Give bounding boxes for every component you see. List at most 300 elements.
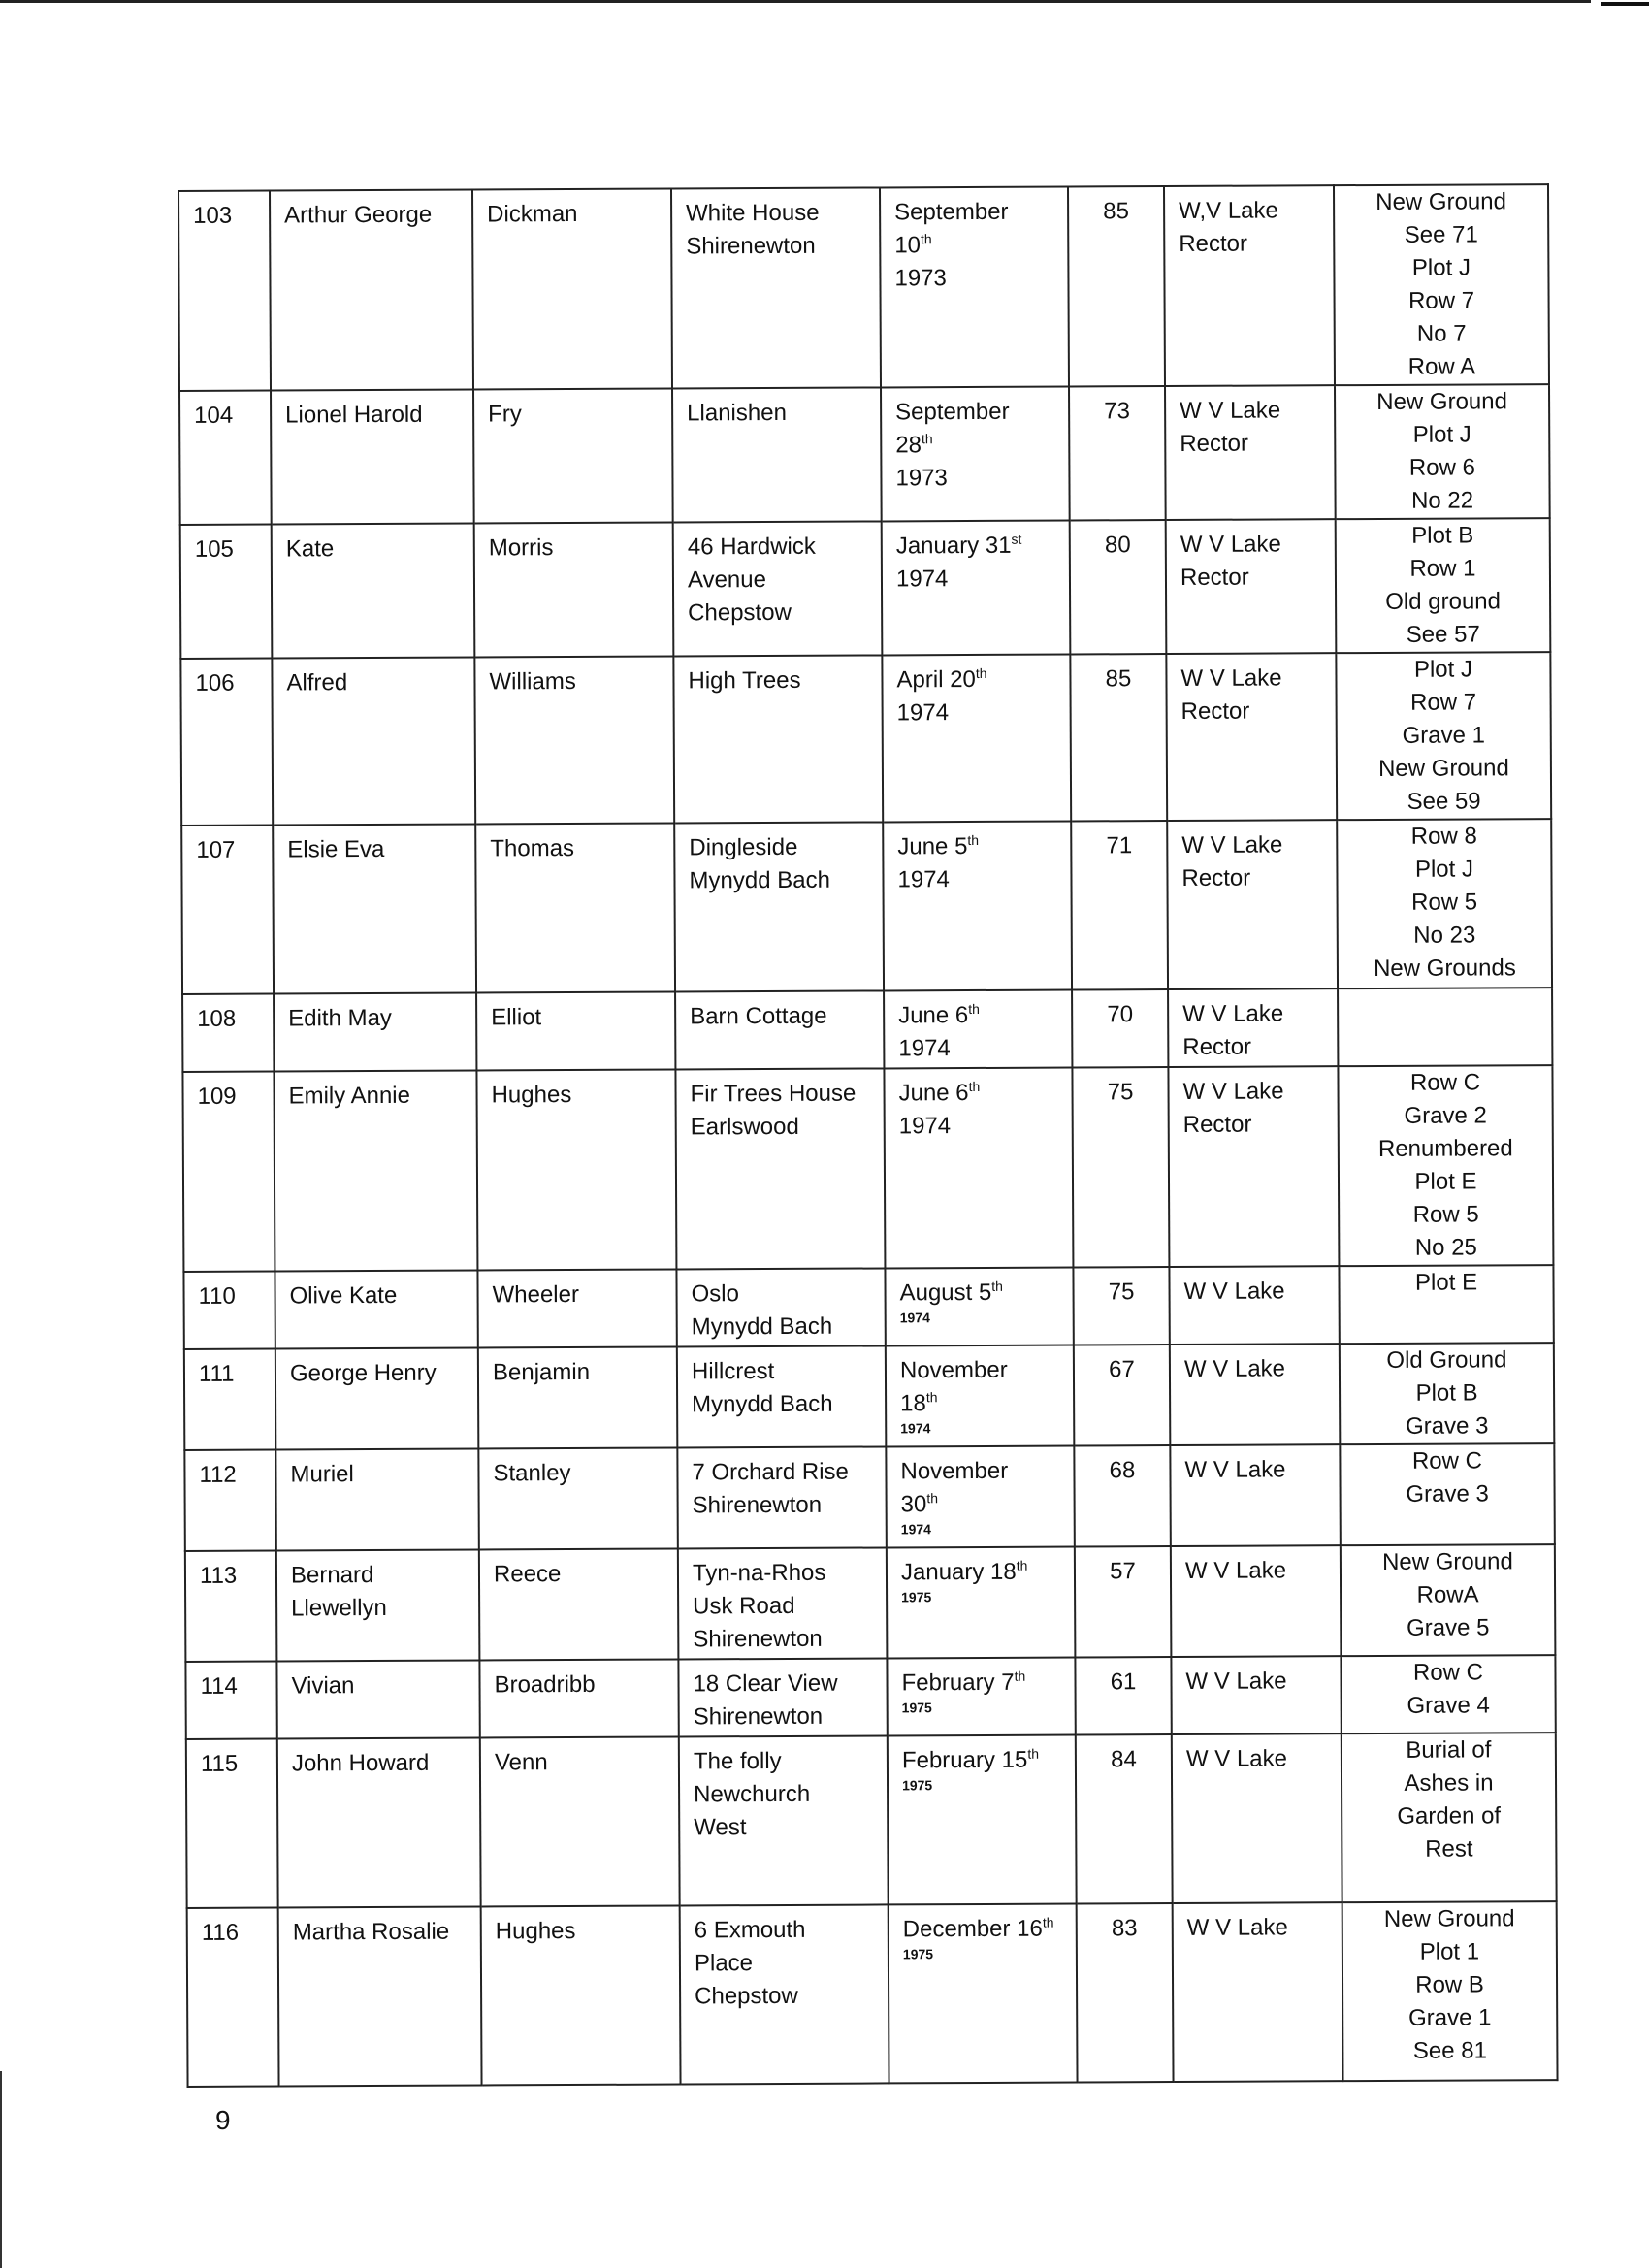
officiant-line: Rector (1181, 864, 1251, 891)
officiant-line: W V Lake (1183, 1278, 1285, 1305)
surname-cell: Thomas (475, 824, 675, 993)
date-ordinal: st (1011, 531, 1022, 547)
burial-date-cell (889, 1903, 1078, 2083)
grave-note-line: No 22 (1410, 487, 1474, 514)
grave-note-line: Grave 5 (1406, 1614, 1490, 1641)
date-year: 1974 (899, 1310, 930, 1326)
age-cell: 83 (1077, 1903, 1174, 2082)
forename: Bernard (290, 1562, 374, 1589)
date-text: June 5 (897, 833, 968, 860)
officiant-cell (1168, 1066, 1339, 1267)
grave-note-line: Row 5 (1411, 889, 1478, 916)
grave-note-line: Ashes in (1404, 1769, 1494, 1797)
forename-cell (271, 390, 474, 525)
age-cell: 85 (1070, 654, 1167, 821)
date-line (896, 664, 1055, 697)
date-line (901, 1488, 1060, 1522)
forename-cell (274, 993, 476, 1072)
surname-cell: Elliot (476, 992, 675, 1071)
grave-note-line: Row 6 (1408, 454, 1475, 481)
officiant-cell (1167, 820, 1338, 989)
date-text: 10 (894, 232, 922, 259)
grave-notes-cell (1340, 1443, 1555, 1545)
table-row (186, 1733, 1557, 1908)
grave-note-line: Plot E (1414, 1269, 1478, 1296)
officiant-line: W V Lake (1184, 1456, 1286, 1483)
date-ordinal: th (1042, 1914, 1054, 1930)
forename: Vivian (291, 1672, 355, 1700)
date-text: November (900, 1457, 1009, 1485)
burial-date-cell (884, 1068, 1073, 1269)
table-row (183, 1265, 1553, 1349)
surname-cell: Morris (474, 523, 674, 658)
officiant-line: W V Lake (1181, 831, 1283, 859)
entry-number-cell: 108 (182, 994, 274, 1072)
date-year: 1974 (900, 1420, 931, 1437)
age-cell: 57 (1075, 1546, 1172, 1657)
address-line: Dingleside (689, 833, 798, 861)
officiant-line: W V Lake (1180, 397, 1281, 424)
grave-note-line: New Ground (1375, 188, 1506, 215)
forename-cell (276, 1549, 480, 1661)
grave-note-line: New Grounds (1373, 955, 1516, 982)
grave-note-line: New Ground (1383, 1905, 1515, 1932)
grave-note-line: Plot J (1412, 421, 1471, 448)
age-cell: 68 (1074, 1445, 1171, 1546)
address-cell (675, 990, 884, 1069)
address-cell (678, 1658, 887, 1736)
address-line: Hillcrest (691, 1358, 775, 1385)
date-ordinal: th (991, 1278, 1003, 1294)
age-cell: 80 (1070, 520, 1167, 654)
age-cell: 61 (1075, 1657, 1171, 1734)
forename: Arthur George (284, 201, 433, 229)
grave-note-line: See 71 (1404, 221, 1478, 248)
officiant-cell (1170, 1444, 1341, 1546)
grave-note-line: Plot E (1414, 1168, 1477, 1195)
officiant-line: Rector (1180, 430, 1249, 457)
grave-note-line: Plot B (1411, 522, 1474, 549)
burial-date-cell (887, 1657, 1075, 1735)
grave-note-line: RowA (1416, 1581, 1479, 1608)
grave-note-line: Plot J (1411, 254, 1471, 281)
officiant-line: Rector (1180, 697, 1250, 725)
age-cell: 84 (1076, 1734, 1173, 1903)
entry-number-cell: 115 (186, 1739, 278, 1908)
officiant-line: W,V Lake (1179, 197, 1278, 224)
entry-number-cell: 114 (185, 1662, 276, 1739)
age-cell: 70 (1072, 989, 1168, 1067)
address-line: Tyn-na-Rhos (692, 1559, 826, 1587)
address-cell (674, 822, 884, 991)
register-body (178, 184, 1558, 2087)
date-line (902, 1744, 1061, 1778)
address-cell (676, 1268, 885, 1346)
grave-note-line: Grave 2 (1404, 1102, 1487, 1129)
page-edge-line (0, 2071, 2, 2268)
age-cell: 67 (1074, 1345, 1171, 1445)
grave-notes-cell (1340, 1343, 1555, 1444)
burial-date-cell (882, 521, 1071, 656)
officiant-cell (1166, 653, 1337, 821)
date-text: December 16 (902, 1915, 1043, 1943)
date-line (894, 196, 1053, 230)
entry-number-cell: 105 (180, 525, 273, 659)
grave-note-line: Old Ground (1386, 1346, 1507, 1374)
surname-cell: Venn (480, 1736, 680, 1906)
address-line: Shirenewton (693, 1702, 824, 1731)
forename: George Henry (289, 1359, 436, 1387)
age-cell: 75 (1073, 1267, 1169, 1345)
date-text: 1974 (896, 699, 950, 727)
date-line (896, 563, 1055, 597)
date-line (900, 1387, 1059, 1421)
date-text: November (899, 1356, 1008, 1384)
officiant-line: W V Lake (1180, 664, 1282, 692)
officiant-cell (1166, 519, 1337, 654)
age-cell: 73 (1069, 386, 1166, 520)
date-line (898, 1077, 1057, 1111)
date-year: 1974 (900, 1521, 931, 1538)
burial-date-cell (883, 822, 1072, 991)
address-cell (673, 521, 883, 656)
date-text: August 5 (899, 1279, 992, 1307)
address-line: Newchurch (694, 1780, 811, 1808)
officiant-cell (1165, 385, 1336, 520)
table-row (178, 184, 1549, 391)
surname-cell: Fry (473, 389, 673, 524)
grave-notes-cell (1335, 384, 1550, 519)
date-line (899, 1277, 1058, 1311)
address-cell (672, 387, 882, 522)
address-line: White House (686, 199, 820, 227)
table-row (180, 652, 1551, 826)
date-line (894, 229, 1053, 263)
date-text: 1974 (898, 1035, 951, 1062)
grave-note-line: Garden of (1397, 1802, 1502, 1830)
grave-note-line: New Ground (1381, 1548, 1513, 1575)
date-year: 1975 (902, 1777, 933, 1794)
grave-notes-cell (1341, 1544, 1556, 1656)
entry-number-cell: 113 (185, 1551, 277, 1662)
grave-notes-cell (1336, 652, 1551, 820)
address-line: Shirenewton (686, 232, 816, 260)
date-text: 1974 (898, 1113, 952, 1140)
date-ordinal: th (968, 1000, 980, 1018)
burial-date-cell (886, 1345, 1075, 1446)
surname-cell: Reece (479, 1548, 679, 1660)
date-text: 1973 (895, 465, 948, 492)
officiant-line: W V Lake (1183, 1355, 1286, 1382)
burial-date-cell (885, 1268, 1073, 1346)
date-text: June 6 (898, 1002, 969, 1029)
address-line: 6 Exmouth (694, 1916, 806, 1944)
forename: Edith May (288, 1004, 392, 1032)
grave-note-line: Plot 1 (1419, 1938, 1480, 1965)
forename: Lionel Harold (285, 401, 423, 429)
surname-cell: Stanley (478, 1447, 678, 1549)
grave-note-line: Grave 3 (1405, 1412, 1489, 1440)
address-line: Llanishen (687, 399, 787, 427)
grave-note-line: No 7 (1416, 320, 1467, 347)
date-text: September (895, 398, 1010, 426)
entry-number-cell: 110 (183, 1272, 275, 1349)
grave-notes-cell (1339, 1265, 1553, 1344)
date-line (900, 1455, 1059, 1489)
date-year: 1975 (902, 1946, 934, 1962)
forename: Alfred (286, 669, 348, 697)
grave-note-line: Grave 1 (1407, 2004, 1492, 2031)
entry-number-cell: 106 (180, 659, 273, 826)
date-ordinal: th (1014, 1668, 1026, 1684)
address-cell (680, 1904, 889, 2084)
grave-note-line: Row B (1415, 1971, 1484, 1998)
grave-notes-cell (1336, 518, 1551, 653)
officiant-cell (1170, 1344, 1341, 1445)
date-ordinal: th (975, 664, 987, 681)
grave-note-line: Old ground (1385, 588, 1502, 615)
date-line (897, 830, 1056, 864)
date-text: February 15 (901, 1746, 1028, 1774)
date-year: 1975 (901, 1589, 932, 1605)
address-line: Avenue (687, 567, 767, 594)
address-line: The folly (693, 1747, 782, 1775)
date-line (899, 1110, 1058, 1144)
date-line (895, 429, 1054, 463)
grave-note-line: No 25 (1414, 1234, 1477, 1261)
officiant-line: Rector (1180, 564, 1249, 591)
grave-note-line: Plot J (1413, 656, 1473, 683)
grave-note-line: See 59 (1406, 788, 1481, 815)
officiant-cell (1172, 1733, 1342, 1903)
grave-notes-cell (1338, 988, 1552, 1066)
entry-number-cell: 116 (187, 1908, 279, 2087)
address-line: High Trees (688, 666, 801, 695)
grave-note-line: Rest (1425, 1835, 1473, 1863)
entry-number-cell: 107 (181, 826, 274, 994)
grave-notes-cell (1342, 1733, 1557, 1902)
address-line: Fir Trees House (690, 1080, 857, 1108)
forename-cell (270, 190, 473, 391)
grave-notes-cell (1337, 819, 1552, 988)
officiant-line: Rector (1179, 230, 1248, 257)
grave-notes-cell (1338, 1065, 1553, 1266)
entry-number-cell: 103 (178, 191, 271, 391)
date-line (897, 697, 1056, 730)
burial-date-cell (887, 1546, 1076, 1658)
officiant-line: W V Lake (1184, 1557, 1287, 1584)
grave-note-line: Row A (1407, 353, 1476, 380)
grave-note-line: Row 7 (1410, 689, 1477, 716)
date-line (895, 462, 1054, 496)
grave-note-line: See 81 (1412, 2037, 1487, 2064)
date-text: 18 (900, 1390, 926, 1417)
date-ordinal: th (921, 431, 933, 447)
table-row (184, 1343, 1554, 1450)
forename: Olive Kate (289, 1281, 398, 1310)
date-line (895, 396, 1054, 430)
grave-note-line: Row C (1412, 1659, 1484, 1686)
date-line (903, 1913, 1062, 1947)
date-ordinal: th (967, 831, 980, 849)
grave-note-line: Grave 4 (1406, 1692, 1490, 1719)
forename-cell (272, 658, 475, 826)
address-line: Barn Cottage (690, 1002, 827, 1030)
grave-note-line: Grave 1 (1402, 722, 1486, 749)
grave-note-line: New Ground (1377, 755, 1509, 782)
table-row (181, 819, 1552, 994)
grave-note-line: Row 1 (1409, 555, 1476, 582)
grave-notes-cell (1341, 1655, 1555, 1733)
grave-note-line: Row C (1409, 1069, 1481, 1096)
entry-number-cell: 112 (184, 1450, 276, 1551)
grave-note-line: See 57 (1406, 621, 1480, 648)
burial-date-cell (884, 990, 1072, 1069)
date-ordinal: th (925, 1389, 938, 1406)
forename: Kate (285, 535, 335, 563)
burial-date-cell (882, 655, 1071, 823)
surname-cell: Williams (474, 657, 674, 825)
forename-cell (275, 1448, 479, 1550)
date-ordinal: th (1027, 1745, 1040, 1762)
officiant-line: W V Lake (1186, 1914, 1288, 1941)
forename-cell (274, 1071, 477, 1272)
date-text: 1973 (894, 265, 947, 292)
page-number: 9 (215, 2105, 231, 2135)
address-cell (678, 1547, 888, 1659)
date-text: February 7 (901, 1669, 1015, 1697)
address-line: Place (694, 1950, 754, 1977)
officiant-line: Rector (1182, 1111, 1252, 1138)
grave-note-line: Burial of (1406, 1736, 1492, 1764)
officiant-line: W V Lake (1182, 1000, 1284, 1027)
address-line: Chepstow (688, 599, 792, 627)
grave-note-line: Plot J (1414, 856, 1474, 883)
date-ordinal: th (920, 231, 932, 247)
grave-note-line: Row 5 (1412, 1201, 1479, 1228)
date-line (896, 530, 1055, 564)
address-line: Mynydd Bach (692, 1390, 833, 1418)
forename: Muriel (290, 1461, 354, 1488)
officiant-cell (1171, 1656, 1341, 1734)
date-text: January 18 (900, 1558, 1017, 1586)
grave-note-line: New Ground (1376, 388, 1508, 415)
forename: Emily Annie (288, 1082, 411, 1110)
burial-register-table (178, 183, 1559, 2088)
grave-note-line: Plot B (1415, 1379, 1478, 1407)
date-text: 30 (900, 1491, 927, 1518)
table-row (185, 1544, 1556, 1662)
forename-cell (272, 524, 475, 659)
table-row (185, 1655, 1555, 1739)
officiant-cell (1164, 185, 1335, 386)
address-cell (673, 655, 883, 823)
forename-cell (275, 1348, 479, 1450)
date-text: 1974 (895, 566, 949, 593)
address-line: Shirenewton (692, 1491, 823, 1519)
date-line (901, 1667, 1060, 1701)
entry-number-cell: 111 (184, 1349, 276, 1450)
address-line: Earlswood (690, 1113, 799, 1141)
surname-cell: Broadribb (479, 1659, 678, 1737)
table-row (187, 1901, 1558, 2087)
address-cell (671, 187, 881, 388)
date-line (898, 1032, 1057, 1066)
forename-cell (277, 1737, 481, 1907)
date-text: April 20 (896, 665, 976, 694)
date-text: 1974 (897, 866, 950, 893)
burial-date-cell (886, 1445, 1075, 1547)
grave-note-line: Row 8 (1410, 823, 1477, 850)
officiant-line: W V Lake (1185, 1745, 1288, 1772)
age-cell: 75 (1072, 1067, 1169, 1267)
date-year: 1975 (901, 1700, 932, 1716)
surname-cell: Hughes (476, 1070, 676, 1271)
address-line: Oslo (691, 1280, 739, 1308)
officiant-line: W V Lake (1180, 531, 1281, 558)
grave-note-line: Row 7 (1407, 287, 1475, 314)
officiant-cell (1169, 1266, 1339, 1345)
officiant-cell (1168, 988, 1338, 1067)
burial-date-cell (881, 387, 1070, 522)
address-line: 46 Hardwick (687, 533, 816, 561)
forename-cell (273, 825, 476, 994)
forename: Elsie Eva (287, 835, 385, 863)
table-row (182, 1065, 1553, 1272)
grave-notes-cell (1334, 184, 1549, 385)
date-text: 28 (895, 432, 922, 459)
surname-cell: Wheeler (477, 1269, 676, 1347)
address-cell (677, 1446, 887, 1548)
address-cell (677, 1345, 887, 1447)
officiant-line: Rector (1182, 1033, 1252, 1060)
officiant-line: W V Lake (1185, 1668, 1287, 1695)
table-row (182, 988, 1552, 1072)
address-line: Mynydd Bach (691, 1312, 833, 1341)
grave-note-line: Renumbered (1377, 1135, 1513, 1162)
entry-number-cell: 109 (182, 1072, 275, 1272)
date-line (897, 863, 1056, 897)
burial-date-cell (880, 187, 1069, 388)
forename-cell (278, 1906, 482, 2086)
date-text: September (894, 198, 1009, 226)
officiant-line: W V Lake (1182, 1078, 1284, 1105)
date-line (901, 1556, 1060, 1590)
burial-date-cell (888, 1734, 1077, 1904)
table-row (184, 1443, 1554, 1551)
surname-cell: Dickman (472, 189, 672, 390)
address-line: Shirenewton (693, 1625, 823, 1653)
address-line: 7 Orchard Rise (692, 1458, 849, 1486)
forename-cell (275, 1271, 477, 1349)
date-line (894, 262, 1053, 296)
address-line: Chepstow (695, 1982, 798, 2010)
top-rule (0, 0, 1591, 3)
date-text: June 6 (898, 1080, 969, 1107)
date-line (900, 1354, 1059, 1388)
table-row (180, 518, 1551, 659)
date-ordinal: th (1016, 1557, 1028, 1573)
top-rule-mark (1600, 2, 1649, 6)
date-ordinal: th (926, 1490, 939, 1507)
table-row (179, 384, 1550, 525)
forename: Martha Rosalie (292, 1918, 450, 1946)
grave-note-line: Row C (1411, 1447, 1482, 1474)
address-line: 18 Clear View (693, 1669, 838, 1698)
forename: John Howard (291, 1749, 430, 1777)
address-cell (679, 1735, 889, 1905)
officiant-cell (1173, 1902, 1343, 2082)
